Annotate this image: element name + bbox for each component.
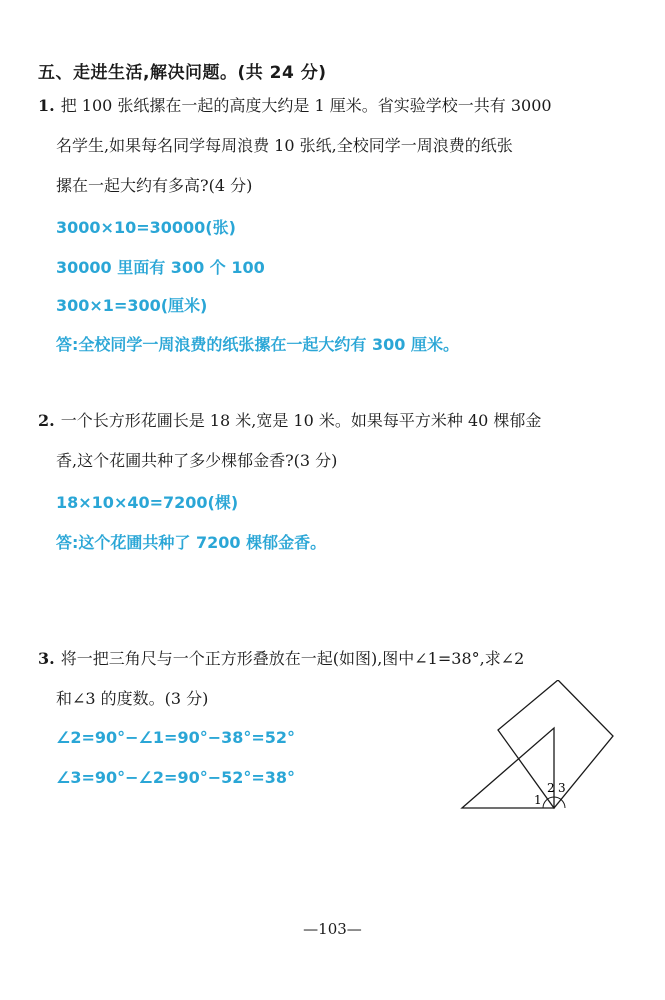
square-shape <box>498 680 613 808</box>
angle-label-3: 3 <box>558 781 566 795</box>
problem-3-number: 3. <box>38 649 55 668</box>
problem-2-line-1 <box>38 410 541 432</box>
problem-1-number: 1. <box>38 96 55 115</box>
angle-label-2: 2 <box>547 781 555 795</box>
problem-3-answer-2: ∠3=90°−∠2=90°−52°=38° <box>56 768 296 787</box>
problem-2-text-1: 一个长方形花圃长是 18 米,宽是 10 米。如果每平方米种 40 棵郁金 <box>60 411 542 430</box>
problem-1-answer-4: 答:全校同学一周浪费的纸张摞在一起大约有 300 厘米。 <box>56 335 459 354</box>
problem-3-line-2: 和∠3 的度数。(3 分) <box>56 689 209 708</box>
angle-label-1: 1 <box>534 793 542 807</box>
problem-1-answer-3: 300×1=300(厘米) <box>56 296 208 315</box>
triangle-square-figure <box>455 680 620 815</box>
problem-1-answer-1: 3000×10=30000(张) <box>56 218 236 237</box>
section-title: 五、走进生活,解决问题。(共 24 分) <box>38 63 327 83</box>
problem-3-line-1 <box>38 648 524 670</box>
problem-1-answer-2: 30000 里面有 300 个 100 <box>56 258 265 277</box>
problem-1-line-1 <box>38 95 552 117</box>
problem-2-line-2: 香,这个花圃共种了多少棵郁金香?(3 分) <box>56 451 338 470</box>
problem-3-answer-1: ∠2=90°−∠1=90°−38°=52° <box>56 728 296 747</box>
problem-2-number: 2. <box>38 411 55 430</box>
problem-1-line-3: 摞在一起大约有多高?(4 分) <box>56 176 253 195</box>
problem-1-text-1: 把 100 张纸摞在一起的高度大约是 1 厘米。省实验学校一共有 3000 <box>60 96 552 115</box>
problem-3-text-1: 将一把三角尺与一个正方形叠放在一起(如图),图中∠1=38°,求∠2 <box>60 649 525 668</box>
page-number: —103— <box>303 920 362 938</box>
problem-1-line-2: 名学生,如果每名同学每周浪费 10 张纸,全校同学一周浪费的纸张 <box>56 136 513 155</box>
problem-2-answer-2: 答:这个花圃共种了 7200 棵郁金香。 <box>56 533 327 552</box>
problem-2-answer-1: 18×10×40=7200(棵) <box>56 493 239 512</box>
